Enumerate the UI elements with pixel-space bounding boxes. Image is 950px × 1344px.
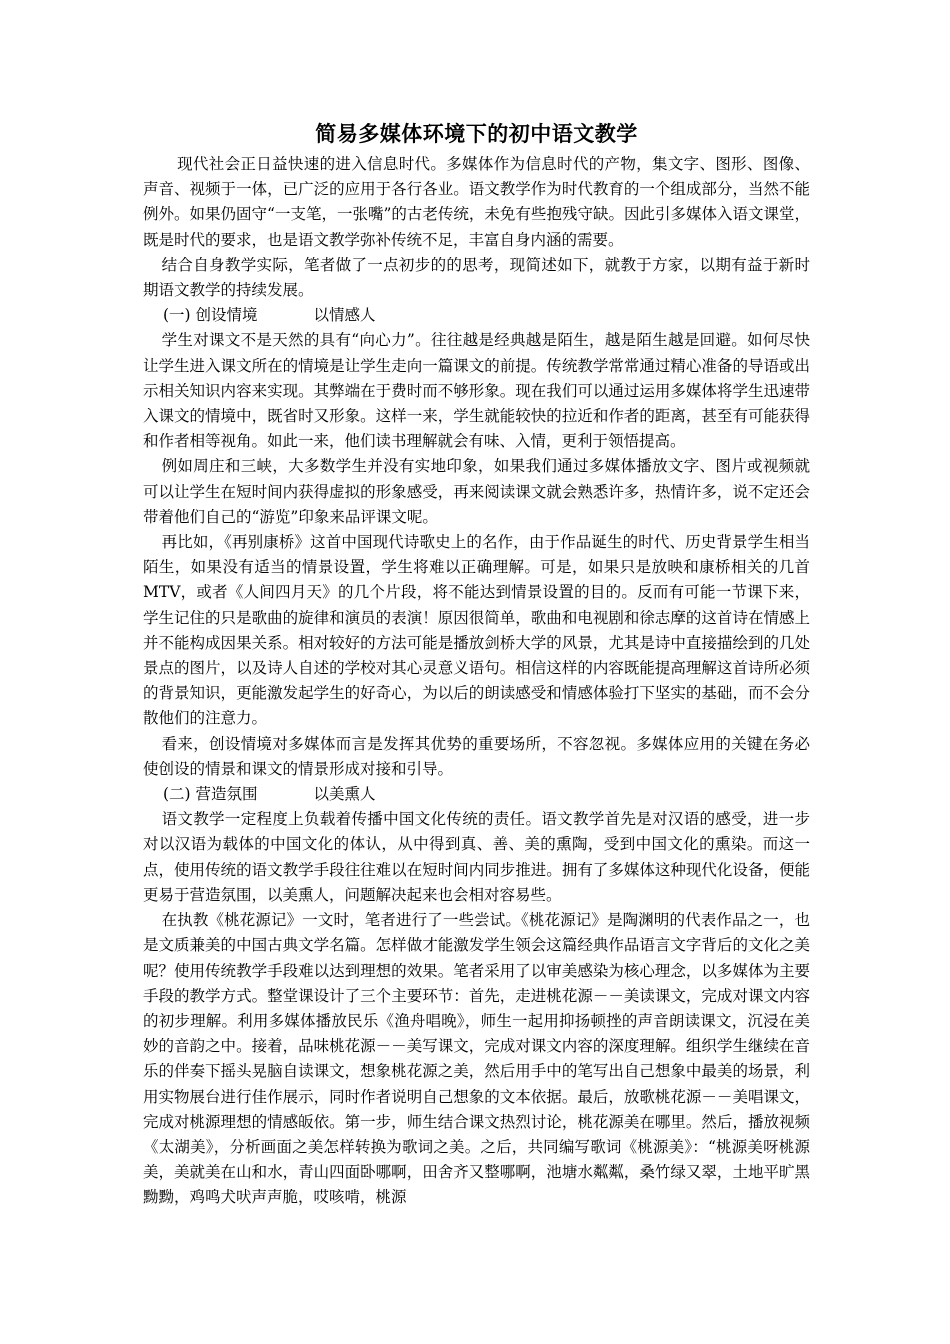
document-page [143,118,810,1211]
section-heading-2 [143,782,810,807]
section-heading-2-subtitle: 以美熏人 [313,785,376,804]
section-heading-1-number: (一) 创设情境 [163,306,258,325]
section-heading-1 [143,303,810,328]
paragraph-example-zhouzhuang: 例如周庄和三峡，大多数学生并没有实地印象，如果我们通过多媒体播放文字、图片或视频就可以让学生在短时间内获得虚拟的形象感受，再来阅读课文就会熟悉许多，热情许多，说不定还会带着他们自己的“游览”印象来品评课文呢。 [143,457,810,526]
document-title: 简易多媒体环境下的初中语文教学 [315,121,638,146]
paragraph-overview: 结合自身教学实际，笔者做了一点初步的的思考，现简述如下，就教于方家，以期有益于新时期语文教学的持续发展。 [143,255,810,300]
section-heading-1-subtitle: 以情感人 [313,306,376,325]
paragraph-situation: 学生对课文不是天然的具有“向心力”。往往越是经典越是陌生，越是陌生越是回避。如何尽快让学生进入课文所在的情境是让学生走向一篇课文的前提。传统教学常常通过精心准备的导语或出示相关知识内容来实现。其弊端在于费时而不够形象。现在我们可以通过运用多媒体将学生迅速带入课文的情境中，既省时又形象。这样一来，学生就能较快的拉近和作者的距离，甚至有可能获得和作者相等视角。如此一来，他们读书理解就会有味、入情，更利于领悟提高。 [143,331,810,451]
section-heading-2-number: (二) 营造氛围 [163,785,258,804]
paragraph-atmosphere: 语文教学一定程度上负载着传播中国文化传统的责任。语文教学首先是对汉语的感受，进一步对以汉语为载体的中国文化的体认，从中得到真、善、美的熏陶，受到中国文化的熏染。而这一点，使用传统的语文教学手段往往难以在短时间内同步推进。拥有了多媒体这种现代化设备，便能更易于营造氛围，以美熏人，问题解决起来也会相对容易些。 [143,810,810,904]
paragraph-example-kangqiao: 再比如，《再别康桥》这首中国现代诗歌史上的名作，由于作品诞生的时代、历史背景学生相当陌生，如果没有适当的情景设置，学生将难以正确理解。可是，如果只是放映和康桥相关的几首 MTV，或者《人间四月天》的几个片段，将不能达到情景设置的目的。反而有可能一节课下来，学生记住的只是歌曲的旋律和演员的表演！原因很简单，歌曲和电视剧和徐志摩的这首诗在情感上并不能构成因果关系。相对较好的方法可能是播放剑桥大学的风景，尤其是诗中直接描绘到的几处景点的图片，以及诗人自述的学校对其心灵意义语句。相信这样的内容既能提高理解这首诗所必须的背景知识，更能激发起学生的好奇心，为以后的朗读感受和情感体验打下坚实的基础，而不会分散他们的注意力。 [143,533,810,728]
paragraph-example-taohuayuan: 在执教《桃花源记》一文时，笔者进行了一些尝试。《桃花源记》是陶渊明的代表作品之一，也是文质兼美的中国古典文学名篇。怎样做才能激发学生领会这篇经典作品语言文字背后的文化之美呢？使用传统教学手段难以达到理想的效果。笔者采用了以审美感染为核心理念，以多媒体为主要手段的教学方式。整堂课设计了三个主要环节：首先，走进桃花源－－美读课文，完成对课文内容的初步理解。利用多媒体播放民乐《渔舟唱晚》，师生一起用抑扬顿挫的声音朗读课文，沉浸在美妙的音韵之中。接着，品味桃花源－－美写课文，完成对课文内容的深度理解。组织学生继续在音乐的伴奏下摇头晃脑自读课文，想象桃花源之美，然后用手中的笔写出自己想象中最美的场景，利用实物展台进行佳作展示，同时作者说明自己想象的文本依据。最后，放歌桃花源－－美唱课文，完成对桃源理想的情感皈依。第一步，师生结合课文热烈讨论，桃花源美在哪里。然后，播放视频《太湖美》，分析画面之美怎样转换为歌词之美。之后，共同编写歌词《桃源美》：“桃源美呀桃源美，美就美在山和水，青山四面卧哪啊，田舍齐又整哪啊，池塘水粼粼，桑竹绿又翠，土地平旷黑黝黝，鸡鸣犬吠声声脆，哎咳啃，桃源 [143,911,810,1207]
paragraph-intro: 现代社会正日益快速的进入信息时代。多媒体作为信息时代的产物，集文字、图形、图像、声音、视频于一体，已广泛的应用于各行各业。语文教学作为时代教育的一个组成部分，当然不能例外。如果仍固守“一支笔，一张嘴”的古老传统，未免有些抱残守缺。因此引多媒体入语文课堂，既是时代的要求，也是语文教学弥补传统不足，丰富自身内涵的需要。 [143,155,810,249]
paragraph-situation-summary: 看来，创设情境对多媒体而言是发挥其优势的重要场所，不容忽视。多媒体应用的关键在务必使创设的情景和课文的情景形成对接和引导。 [143,734,810,778]
